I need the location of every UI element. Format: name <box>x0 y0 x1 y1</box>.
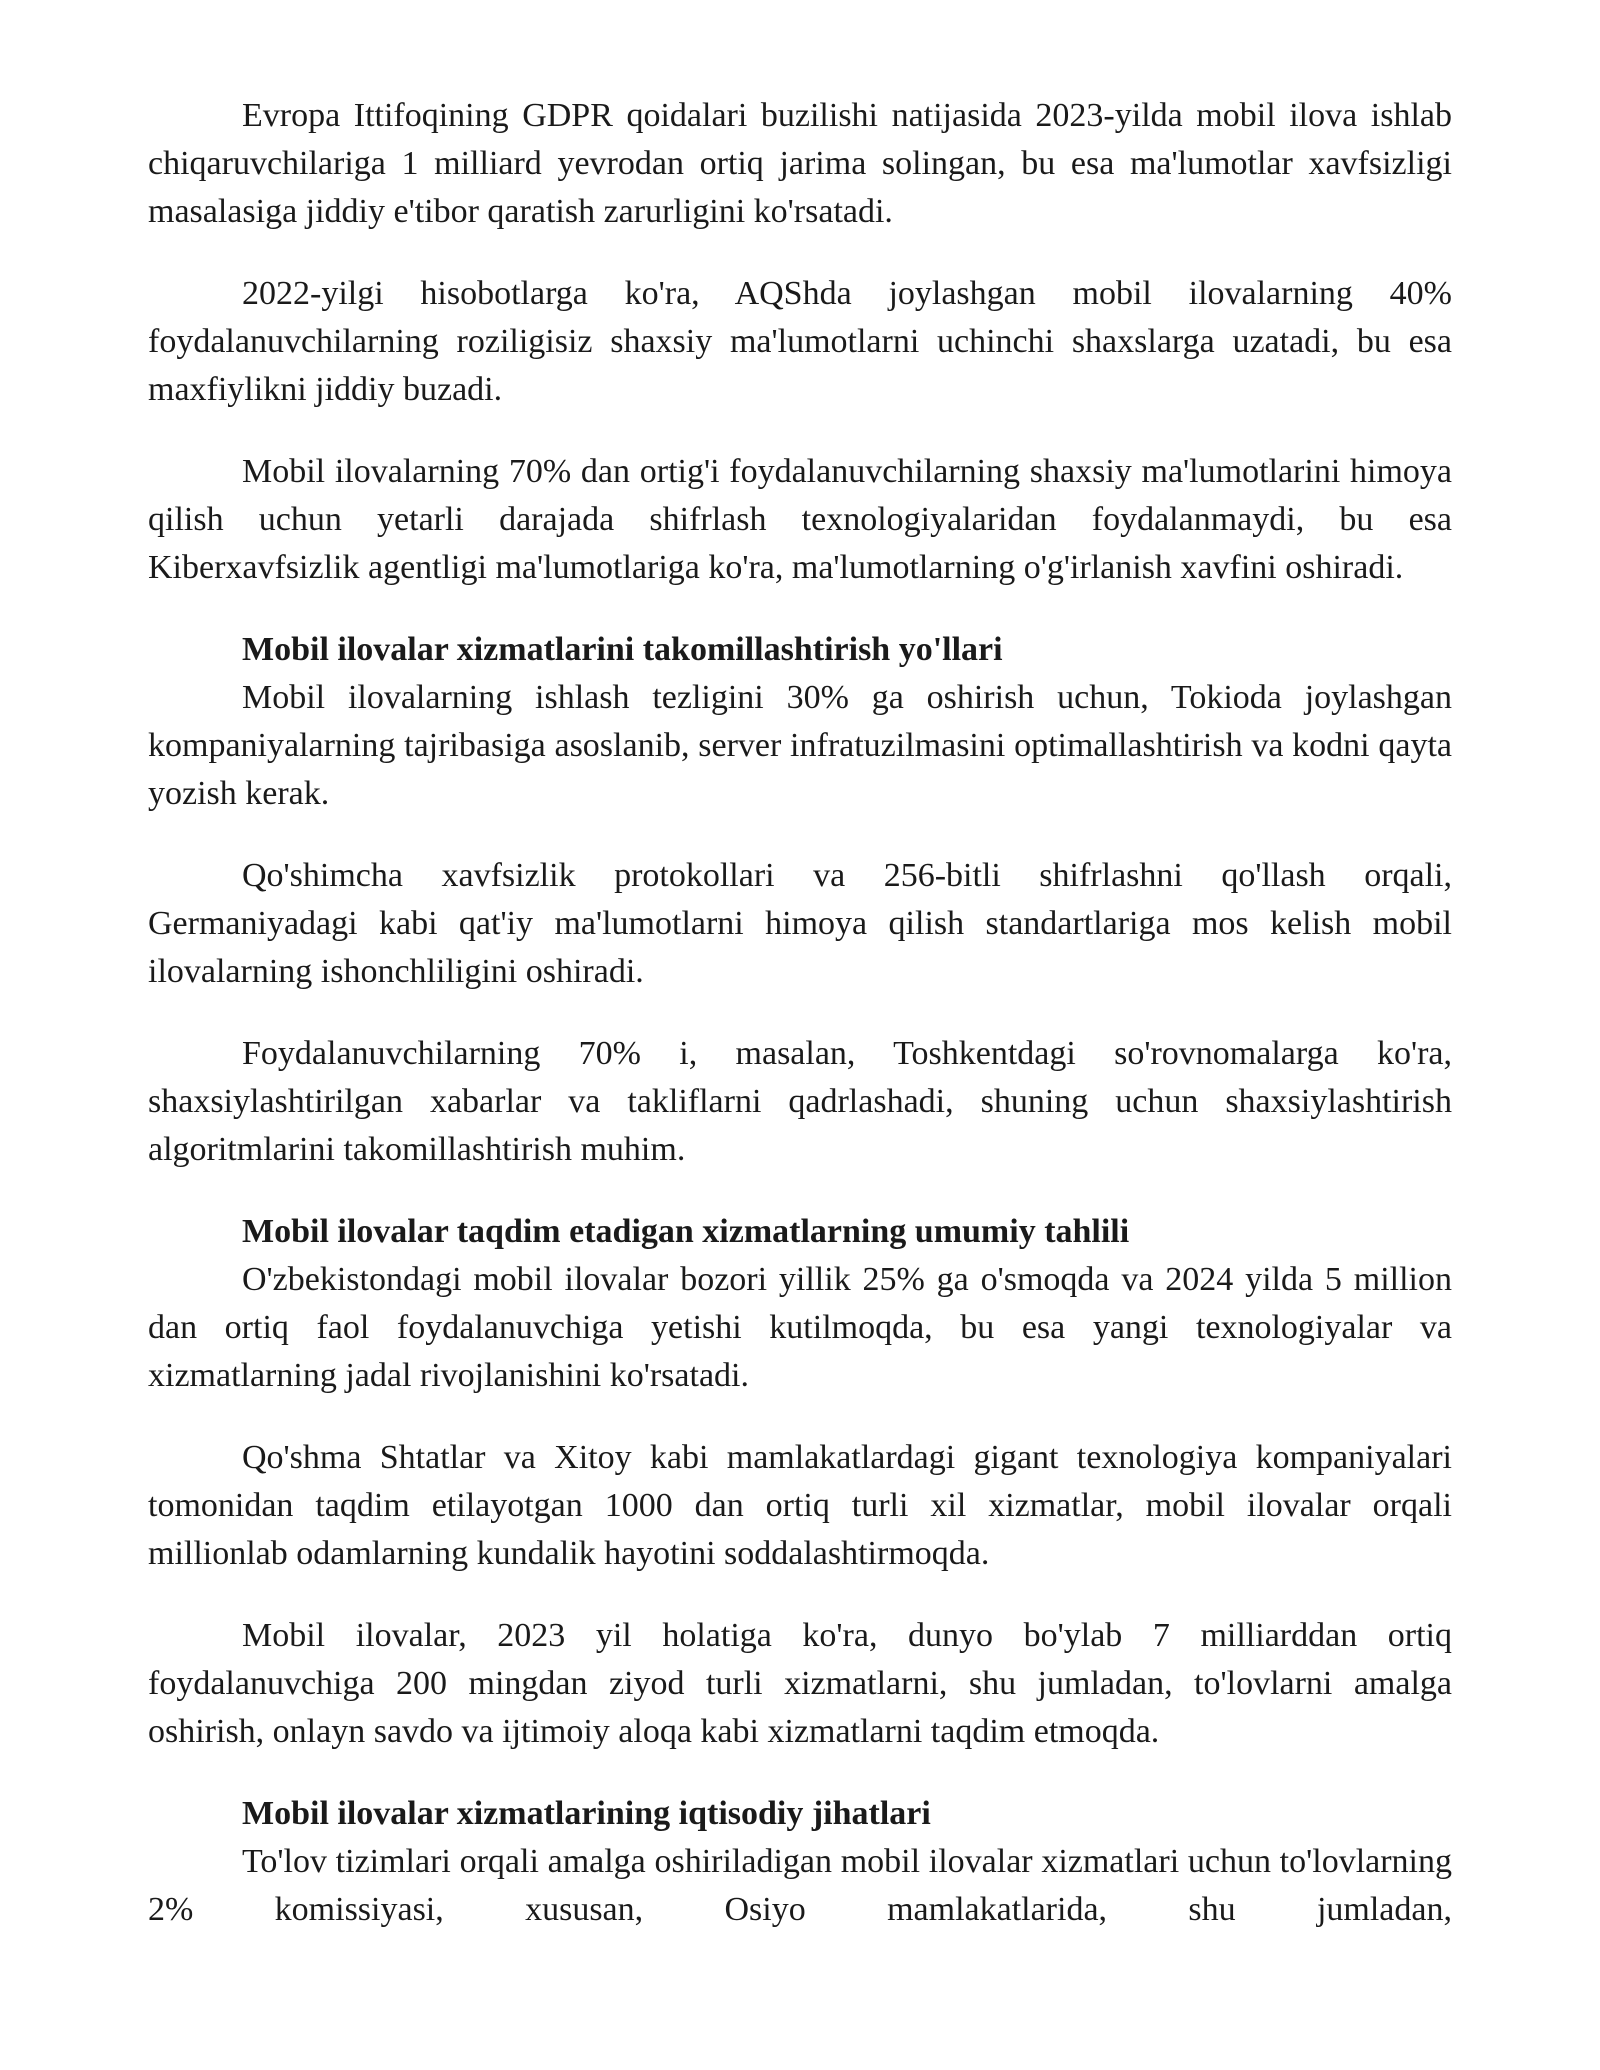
paragraph-security-protocols: Qo'shimcha xavfsizlik protokollari va 256-bitli shifrlashni qo'llash orqali, Germaniyadagi kabi qat'iy ma'lumotlarni himoya qilish standartlariga mos kelish mobil ilovalarning ishonchliligini oshiradi. <box>148 857 1452 990</box>
paragraph-personalization: Foydalanuvchilarning 70% i, masalan, Toshkentdagi so'rovnomalarga ko'ra, shaxsiylashtirilgan xabarlar va takliflarni qadrlashadi, shuning uchun shaxsiylashtirish algoritmlarini takomillashtirish muhim. <box>148 1035 1452 1168</box>
paragraph-speed-optimization: Mobil ilovalarning ishlash tezligini 30% ga oshirish uchun, Tokioda joylashgan kompaniyalarning tajribasiga asoslanib, server infratuzilmasini optimallashtirish va kodni qayta yozish kerak. <box>148 679 1452 812</box>
paragraph-gdpr-fines: Evropa Ittifoqining GDPR qoidalari buzilishi natijasida 2023-yilda mobil ilova ishlab chiqaruvchilariga 1 milliard yevrodan ortiq jarima solingan, bu esa ma'lumotlar xavfsizligi masalasiga jiddiy e'tibor qaratish zarurligini ko'rsatadi. <box>148 97 1452 230</box>
section-heading-improvement: Mobil ilovalar xizmatlarini takomillashtirish yo'llari <box>242 631 1003 668</box>
section-heading-services-analysis: Mobil ilovalar taqdim etadigan xizmatlarning umumiy tahlili <box>242 1213 1130 1250</box>
paragraph-global-users: Mobil ilovalar, 2023 yil holatiga ko'ra, dunyo bo'ylab 7 milliarddan ortiq foydalanuvchiga 200 mingdan ziyod turli xizmatlarni, shu jumladan, to'lovlarni amalga oshirish, onlayn savdo va ijtimoiy aloqa kabi xizmatlarni taqdim etmoqda. <box>148 1617 1452 1750</box>
paragraph-tech-giants: Qo'shma Shtatlar va Xitoy kabi mamlakatlardagi gigant texnologiya kompaniyalari tomonidan taqdim etilayotgan 1000 dan ortiq turli xil xizmatlar, mobil ilovalar orqali millionlab odamlarning kundalik hayotini soddalashtirmoqda. <box>148 1439 1452 1572</box>
paragraph-uzbekistan-market: O'zbekistondagi mobil ilovalar bozori yillik 25% ga o'smoqda va 2024 yilda 5 million dan ortiq faol foydalanuvchiga yetishi kutilmoqda, bu esa yangi texnologiyalar va xizmatlarning jadal rivojlanishini ko'rsatadi. <box>148 1261 1452 1394</box>
paragraph-usa-data-sharing: 2022-yilgi hisobotlarga ko'ra, AQShda joylashgan mobil ilovalarning 40% foydalanuvchilarning roziligisiz shaxsiy ma'lumotlarni uchinchi shaxslarga uzatadi, bu esa maxfiylikni jiddiy buzadi. <box>148 275 1452 408</box>
document-page <box>148 92 1452 1934</box>
section-heading-economic-aspects: Mobil ilovalar xizmatlarining iqtisodiy jihatlari <box>242 1795 931 1832</box>
paragraph-payment-commission: To'lov tizimlari orqali amalga oshiriladigan mobil ilovalar xizmatlari uchun to'lovlarning 2% komissiyasi, xususan, Osiyo mamlakatlarida, shu jumladan, <box>148 1843 1452 1928</box>
paragraph-encryption-stats: Mobil ilovalarning 70% dan ortig'i foydalanuvchilarning shaxsiy ma'lumotlarini himoya qilish uchun yetarli darajada shifrlash texnologiyalaridan foydalanmaydi, bu esa Kiberxavfsizlik agentligi ma'lumotlariga ko'ra, ma'lumotlarning o'g'irlanish xavfini oshiradi. <box>148 453 1452 586</box>
